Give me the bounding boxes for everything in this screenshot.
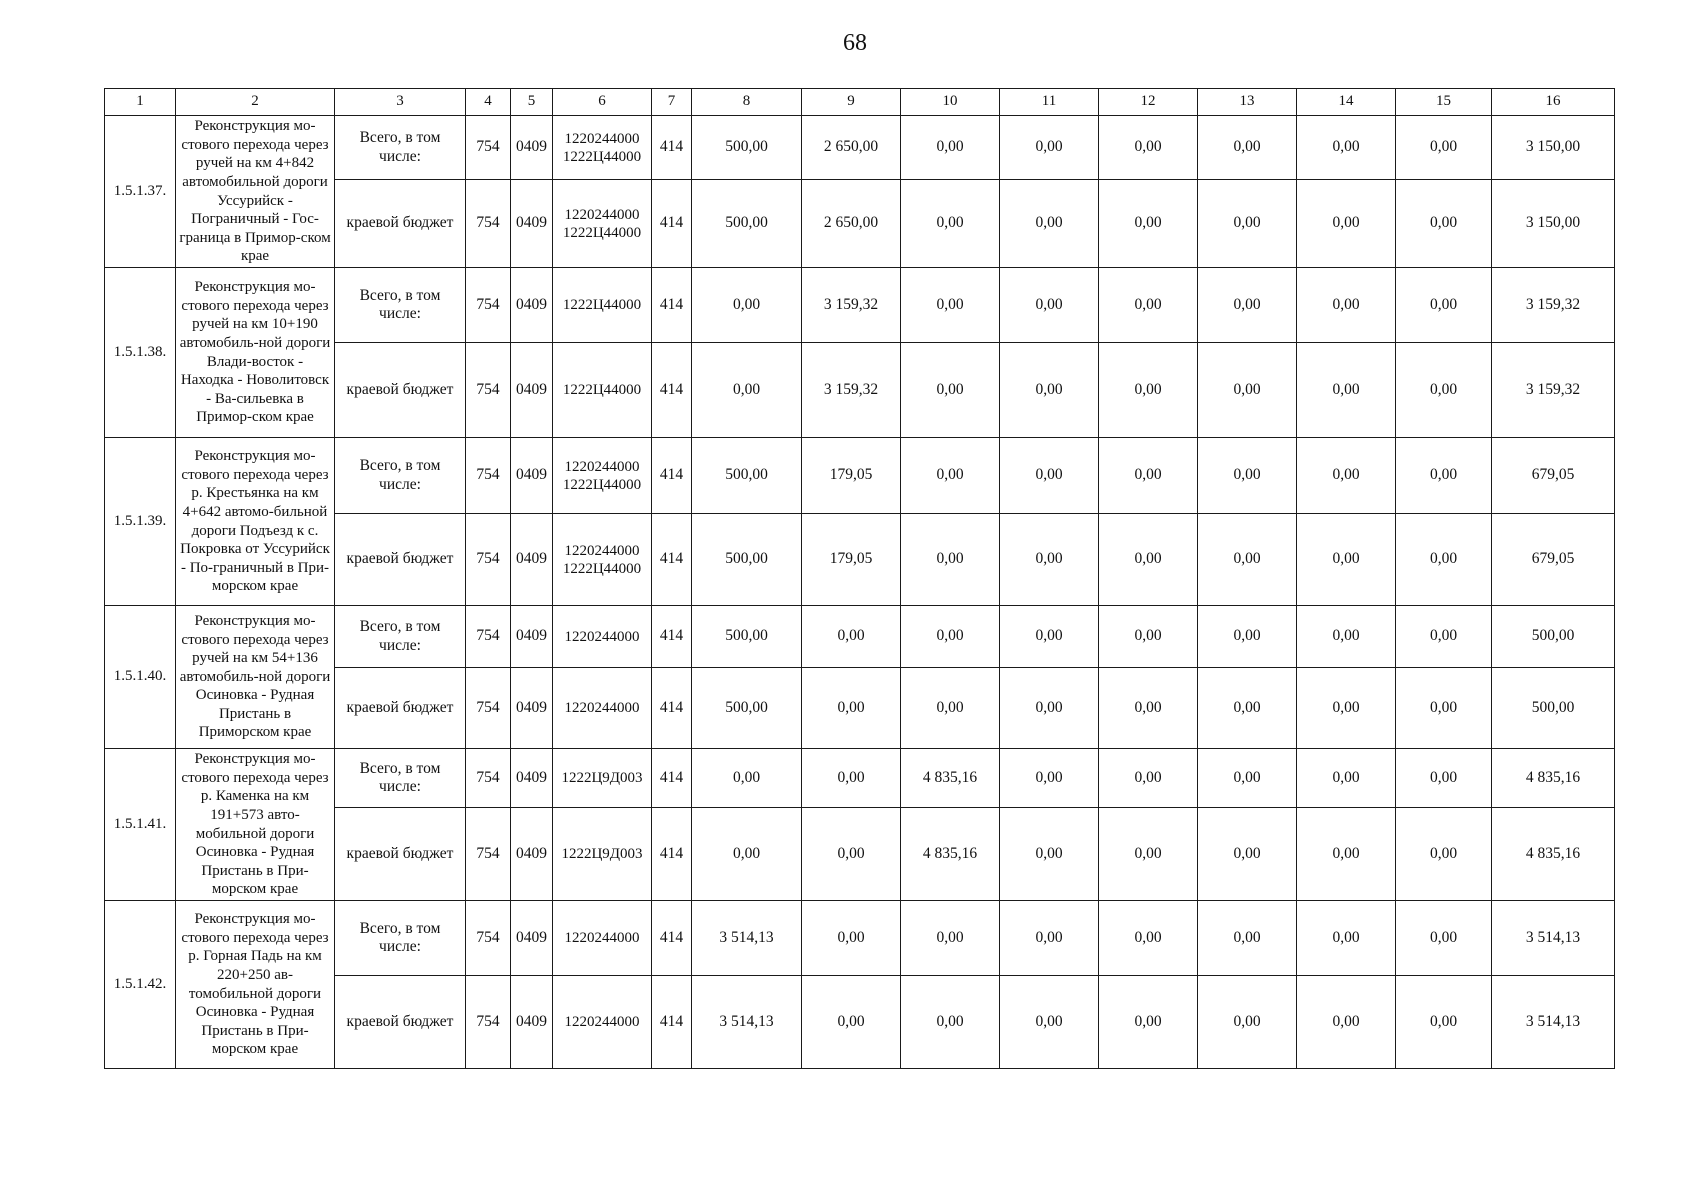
- target-article-line: 1220244000: [564, 700, 640, 716]
- value-col-10: 4 835,16: [901, 808, 1000, 901]
- value-col-9: 2 650,00: [802, 180, 901, 268]
- column-header-14: 14: [1297, 89, 1396, 116]
- value-col-8: 500,00: [692, 180, 802, 268]
- value-col-15: 0,00: [1396, 901, 1492, 976]
- item-number: 1.5.1.38.: [105, 268, 176, 438]
- value-col-13: 0,00: [1198, 606, 1297, 668]
- value-col-12: 0,00: [1099, 976, 1198, 1069]
- expense-type-code: 414: [652, 343, 692, 438]
- value-col-15: 0,00: [1396, 438, 1492, 514]
- column-header-12: 12: [1099, 89, 1198, 116]
- value-col-15: 0,00: [1396, 268, 1492, 343]
- target-article-code: [553, 976, 652, 1069]
- target-article-line: 1222Ц9Д003: [561, 846, 643, 862]
- expense-type-code: 414: [652, 976, 692, 1069]
- target-article-line: 1222Ц44000: [562, 476, 642, 493]
- value-col-10: 0,00: [901, 606, 1000, 668]
- grbs-code: 754: [466, 343, 511, 438]
- value-col-14: 0,00: [1297, 514, 1396, 606]
- value-col-9: 179,05: [802, 514, 901, 606]
- value-col-12: 0,00: [1099, 116, 1198, 180]
- funding-source: краевой бюджет: [335, 343, 466, 438]
- section-code: 0409: [511, 514, 553, 606]
- expense-type-code: 414: [652, 901, 692, 976]
- value-col-8: 500,00: [692, 116, 802, 180]
- value-col-8: 500,00: [692, 606, 802, 668]
- expense-type-code: 414: [652, 668, 692, 749]
- value-col-10: 0,00: [901, 116, 1000, 180]
- value-col-14: 0,00: [1297, 343, 1396, 438]
- section-code: 0409: [511, 180, 553, 268]
- item-number: 1.5.1.41.: [105, 749, 176, 901]
- value-col-13: 0,00: [1198, 976, 1297, 1069]
- value-col-15: 0,00: [1396, 668, 1492, 749]
- funding-source: краевой бюджет: [335, 514, 466, 606]
- value-col-11: 0,00: [1000, 180, 1099, 268]
- target-article-code: [553, 514, 652, 606]
- value-col-12: 0,00: [1099, 438, 1198, 514]
- section-code: 0409: [511, 438, 553, 514]
- value-col-13: 0,00: [1198, 116, 1297, 180]
- value-col-16: 3 514,13: [1492, 901, 1615, 976]
- expense-type-code: 414: [652, 606, 692, 668]
- section-code: 0409: [511, 749, 553, 808]
- value-col-9: 179,05: [802, 438, 901, 514]
- value-col-16: 500,00: [1492, 606, 1615, 668]
- target-article-code: [553, 808, 652, 901]
- value-col-13: 0,00: [1198, 749, 1297, 808]
- item-name: Реконструкция мо-стового перехода через ручей на км 10+190 автомобиль-ной дороги Влади-восток - Находка - Новолитовск - Ва-сильевка в Примор-ском крае: [176, 268, 335, 438]
- value-col-10: 0,00: [901, 976, 1000, 1069]
- value-col-9: 0,00: [802, 606, 901, 668]
- item-number: 1.5.1.39.: [105, 438, 176, 606]
- value-col-8: 0,00: [692, 343, 802, 438]
- value-col-8: 500,00: [692, 514, 802, 606]
- target-article-line: 1220244000: [564, 130, 640, 147]
- item-name: Реконструкция мо-стового перехода через ручей на км 4+842 автомобильной дороги Уссурийск - Пограничный - Гос-граница в Примор-ском крае: [176, 116, 335, 268]
- value-col-10: 0,00: [901, 438, 1000, 514]
- value-col-9: 0,00: [802, 808, 901, 901]
- target-article-line: 1220244000: [564, 206, 640, 223]
- value-col-13: 0,00: [1198, 901, 1297, 976]
- value-col-9: 0,00: [802, 668, 901, 749]
- value-col-10: 0,00: [901, 343, 1000, 438]
- funding-source: краевой бюджет: [335, 180, 466, 268]
- budget-table: [104, 88, 1615, 1069]
- value-col-12: 0,00: [1099, 668, 1198, 749]
- table-row: [105, 268, 1615, 343]
- table-row: [105, 606, 1615, 668]
- value-col-16: 4 835,16: [1492, 749, 1615, 808]
- value-col-11: 0,00: [1000, 749, 1099, 808]
- value-col-8: 500,00: [692, 668, 802, 749]
- grbs-code: 754: [466, 268, 511, 343]
- value-col-16: 3 159,32: [1492, 343, 1615, 438]
- value-col-16: 3 159,32: [1492, 268, 1615, 343]
- value-col-8: 500,00: [692, 438, 802, 514]
- value-col-12: 0,00: [1099, 343, 1198, 438]
- column-header-9: 9: [802, 89, 901, 116]
- section-code: 0409: [511, 268, 553, 343]
- value-col-15: 0,00: [1396, 343, 1492, 438]
- value-col-11: 0,00: [1000, 438, 1099, 514]
- target-article-line: 1220244000: [564, 930, 640, 946]
- item-name: Реконструкция мо-стового перехода через р. Каменка на км 191+573 авто-мобильной дороги Осиновка - Рудная Пристань в При-морском крае: [176, 749, 335, 901]
- target-article-line: 1220244000: [564, 628, 640, 645]
- value-col-12: 0,00: [1099, 514, 1198, 606]
- value-col-9: 3 159,32: [802, 343, 901, 438]
- value-col-12: 0,00: [1099, 180, 1198, 268]
- target-article-line: 1220244000: [564, 542, 640, 559]
- section-code: 0409: [511, 668, 553, 749]
- target-article-line: 1222Ц44000: [562, 382, 642, 398]
- value-col-10: 0,00: [901, 514, 1000, 606]
- funding-source: Всего, в том числе:: [335, 749, 466, 808]
- target-article-code: [553, 438, 652, 514]
- funding-source: Всего, в том числе:: [335, 606, 466, 668]
- grbs-code: 754: [466, 606, 511, 668]
- column-header-16: 16: [1492, 89, 1615, 116]
- target-article-code: [553, 116, 652, 180]
- target-article-line: 1220244000: [564, 1014, 640, 1030]
- value-col-8: 0,00: [692, 808, 802, 901]
- funding-source: краевой бюджет: [335, 808, 466, 901]
- column-header-4: 4: [466, 89, 511, 116]
- column-header-6: 6: [553, 89, 652, 116]
- target-article-code: [553, 180, 652, 268]
- table-row: [105, 901, 1615, 976]
- value-col-11: 0,00: [1000, 116, 1099, 180]
- value-col-12: 0,00: [1099, 606, 1198, 668]
- item-number: 1.5.1.42.: [105, 901, 176, 1069]
- target-article-line: 1222Ц44000: [562, 224, 642, 241]
- value-col-14: 0,00: [1297, 749, 1396, 808]
- funding-source: краевой бюджет: [335, 976, 466, 1069]
- value-col-14: 0,00: [1297, 116, 1396, 180]
- value-col-9: 3 159,32: [802, 268, 901, 343]
- value-col-16: 679,05: [1492, 438, 1615, 514]
- value-col-13: 0,00: [1198, 268, 1297, 343]
- value-col-13: 0,00: [1198, 808, 1297, 901]
- expense-type-code: 414: [652, 268, 692, 343]
- value-col-15: 0,00: [1396, 606, 1492, 668]
- value-col-12: 0,00: [1099, 268, 1198, 343]
- funding-source: Всего, в том числе:: [335, 438, 466, 514]
- value-col-13: 0,00: [1198, 438, 1297, 514]
- column-header-8: 8: [692, 89, 802, 116]
- item-name: Реконструкция мо-стового перехода через ручей на км 54+136 автомобиль-ной дороги Осиновка - Рудная Пристань в Приморском крае: [176, 606, 335, 749]
- value-col-14: 0,00: [1297, 901, 1396, 976]
- value-col-16: 500,00: [1492, 668, 1615, 749]
- target-article-code: [553, 668, 652, 749]
- value-col-12: 0,00: [1099, 808, 1198, 901]
- table-body: [105, 116, 1615, 1069]
- value-col-16: 3 150,00: [1492, 116, 1615, 180]
- item-name: Реконструкция мо-стового перехода через р. Крестьянка на км 4+642 автомо-бильной дороги Подъезд к с. Покровка от Уссурийск - По-граничный в При-морском крае: [176, 438, 335, 606]
- grbs-code: 754: [466, 180, 511, 268]
- section-code: 0409: [511, 901, 553, 976]
- column-header-1: 1: [105, 89, 176, 116]
- value-col-13: 0,00: [1198, 180, 1297, 268]
- expense-type-code: 414: [652, 438, 692, 514]
- table-row: [105, 438, 1615, 514]
- target-article-line: 1222Ц44000: [562, 148, 642, 165]
- item-name: Реконструкция мо-стового перехода через р. Горная Падь на км 220+250 ав-томобильной дороги Осиновка - Рудная Пристань в При-морском крае: [176, 901, 335, 1069]
- value-col-10: 0,00: [901, 180, 1000, 268]
- grbs-code: 754: [466, 438, 511, 514]
- value-col-11: 0,00: [1000, 606, 1099, 668]
- value-col-16: 3 514,13: [1492, 976, 1615, 1069]
- target-article-line: 1220244000: [564, 458, 640, 475]
- column-header-7: 7: [652, 89, 692, 116]
- value-col-11: 0,00: [1000, 343, 1099, 438]
- value-col-11: 0,00: [1000, 668, 1099, 749]
- column-header-10: 10: [901, 89, 1000, 116]
- value-col-14: 0,00: [1297, 808, 1396, 901]
- value-col-14: 0,00: [1297, 268, 1396, 343]
- value-col-15: 0,00: [1396, 180, 1492, 268]
- column-header-15: 15: [1396, 89, 1492, 116]
- value-col-14: 0,00: [1297, 438, 1396, 514]
- value-col-11: 0,00: [1000, 976, 1099, 1069]
- column-header-5: 5: [511, 89, 553, 116]
- funding-source: Всего, в том числе:: [335, 268, 466, 343]
- value-col-11: 0,00: [1000, 268, 1099, 343]
- value-col-14: 0,00: [1297, 668, 1396, 749]
- value-col-16: 3 150,00: [1492, 180, 1615, 268]
- value-col-10: 0,00: [901, 268, 1000, 343]
- column-header-2: 2: [176, 89, 335, 116]
- value-col-15: 0,00: [1396, 976, 1492, 1069]
- expense-type-code: 414: [652, 116, 692, 180]
- header-row: [105, 89, 1615, 116]
- value-col-11: 0,00: [1000, 514, 1099, 606]
- table-row: [105, 116, 1615, 180]
- funding-source: Всего, в том числе:: [335, 116, 466, 180]
- value-col-15: 0,00: [1396, 749, 1492, 808]
- value-col-14: 0,00: [1297, 606, 1396, 668]
- column-header-3: 3: [335, 89, 466, 116]
- column-header-13: 13: [1198, 89, 1297, 116]
- value-col-9: 0,00: [802, 749, 901, 808]
- column-header-11: 11: [1000, 89, 1099, 116]
- grbs-code: 754: [466, 901, 511, 976]
- value-col-9: 0,00: [802, 976, 901, 1069]
- page-number: 68: [843, 30, 867, 56]
- value-col-14: 0,00: [1297, 976, 1396, 1069]
- value-col-10: 4 835,16: [901, 749, 1000, 808]
- grbs-code: 754: [466, 976, 511, 1069]
- value-col-8: 0,00: [692, 268, 802, 343]
- target-article-line: 1222Ц44000: [562, 297, 642, 313]
- section-code: 0409: [511, 116, 553, 180]
- funding-source: краевой бюджет: [335, 668, 466, 749]
- expense-type-code: 414: [652, 514, 692, 606]
- grbs-code: 754: [466, 808, 511, 901]
- section-code: 0409: [511, 976, 553, 1069]
- target-article-code: [553, 268, 652, 343]
- value-col-9: 0,00: [802, 901, 901, 976]
- target-article-code: [553, 901, 652, 976]
- value-col-12: 0,00: [1099, 901, 1198, 976]
- target-article-line: 1222Ц9Д003: [561, 770, 643, 786]
- value-col-16: 679,05: [1492, 514, 1615, 606]
- section-code: 0409: [511, 343, 553, 438]
- value-col-8: 3 514,13: [692, 976, 802, 1069]
- expense-type-code: 414: [652, 180, 692, 268]
- item-number: 1.5.1.40.: [105, 606, 176, 749]
- target-article-code: [553, 343, 652, 438]
- section-code: 0409: [511, 808, 553, 901]
- expense-type-code: 414: [652, 808, 692, 901]
- table-row: [105, 749, 1615, 808]
- target-article-code: [553, 749, 652, 808]
- value-col-12: 0,00: [1099, 749, 1198, 808]
- grbs-code: 754: [466, 749, 511, 808]
- expense-type-code: 414: [652, 749, 692, 808]
- value-col-15: 0,00: [1396, 514, 1492, 606]
- value-col-15: 0,00: [1396, 808, 1492, 901]
- grbs-code: 754: [466, 116, 511, 180]
- value-col-13: 0,00: [1198, 668, 1297, 749]
- value-col-14: 0,00: [1297, 180, 1396, 268]
- value-col-11: 0,00: [1000, 901, 1099, 976]
- value-col-13: 0,00: [1198, 514, 1297, 606]
- item-number: 1.5.1.37.: [105, 116, 176, 268]
- section-code: 0409: [511, 606, 553, 668]
- value-col-8: 0,00: [692, 749, 802, 808]
- value-col-8: 3 514,13: [692, 901, 802, 976]
- target-article-line: 1222Ц44000: [562, 560, 642, 577]
- funding-source: Всего, в том числе:: [335, 901, 466, 976]
- value-col-9: 2 650,00: [802, 116, 901, 180]
- value-col-11: 0,00: [1000, 808, 1099, 901]
- value-col-13: 0,00: [1198, 343, 1297, 438]
- value-col-15: 0,00: [1396, 116, 1492, 180]
- value-col-16: 4 835,16: [1492, 808, 1615, 901]
- grbs-code: 754: [466, 668, 511, 749]
- grbs-code: 754: [466, 514, 511, 606]
- value-col-10: 0,00: [901, 668, 1000, 749]
- target-article-code: [553, 606, 652, 668]
- value-col-10: 0,00: [901, 901, 1000, 976]
